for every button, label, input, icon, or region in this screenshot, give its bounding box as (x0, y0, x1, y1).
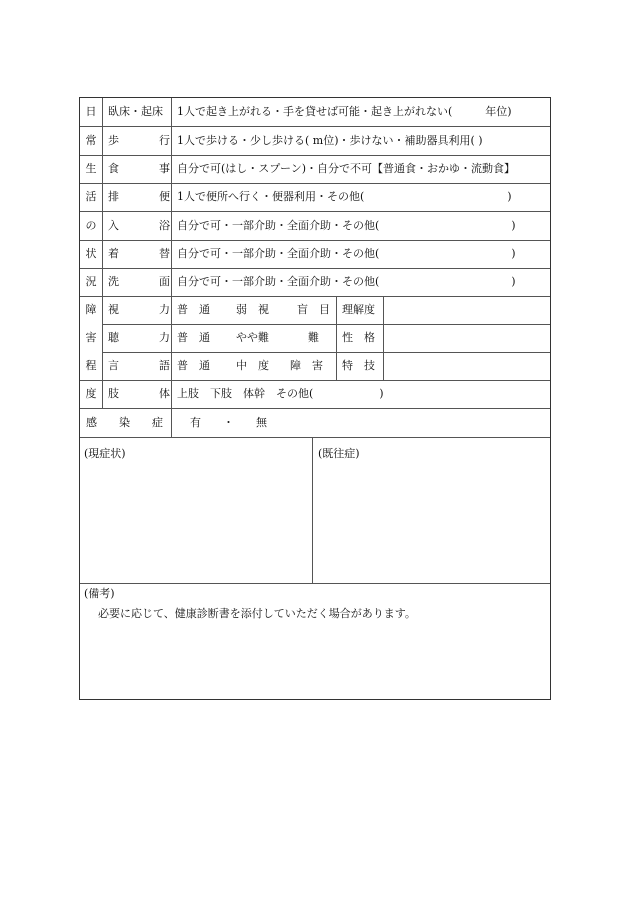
row-label-vision: 視 力 (108, 303, 170, 316)
vision-option: 弱 視 (236, 303, 269, 316)
category-char: 害 (85, 331, 97, 344)
row-value-dressing: 自分で可・一部介助・全面介助・その他( ) (177, 247, 516, 260)
row-value-body: 上肢 下肢 体幹 その他( ) (177, 387, 384, 400)
row-value-bath: 自分で可・一部介助・全面介助・その他( ) (177, 219, 516, 232)
row-value-toilet: 1人で便所へ行く・便器利用・その他( ) (177, 190, 512, 203)
row-label-speech: 言 語 (108, 359, 170, 372)
row-label-toilet: 排 便 (108, 190, 170, 203)
infection-label: 感 染 症 (86, 416, 163, 429)
row-value-walking: 1人で歩ける・少し歩ける( m位)・歩けない・補助器具利用( ) (177, 134, 483, 147)
row-label-washing: 洗 面 (108, 275, 170, 288)
side-label-personality: 性 格 (342, 331, 375, 344)
row-label-bed: 臥床・起床 (108, 105, 163, 118)
row-label-dressing: 着 替 (108, 247, 170, 260)
hearing-option: やや難 (236, 331, 269, 344)
row-label-meal: 食 事 (108, 162, 170, 175)
row-value-bed: 1人で起き上がれる・手を貸せば可能・起き上がれない( 年位) (177, 105, 512, 118)
category-char: 程 (85, 359, 97, 372)
remarks-label: (備考) (84, 587, 115, 600)
row-value-meal: 自分で可(はし・スプーン)・自分で不可【普通食・おかゆ・流動食】 (177, 162, 516, 175)
health-form-table (79, 97, 551, 700)
hearing-option: 普 通 (177, 331, 210, 344)
category-char: 状 (85, 247, 97, 260)
hearing-option: 難 (308, 331, 319, 344)
category-char: 障 (85, 303, 97, 316)
row-label-bath: 入 浴 (108, 219, 170, 232)
vision-option: 盲 目 (297, 303, 330, 316)
category-char: 度 (85, 387, 97, 400)
category-char: 況 (85, 275, 97, 288)
row-label-walking: 歩 行 (108, 134, 170, 147)
category-char: 活 (85, 190, 97, 203)
infection-value: 有 ・ 無 (190, 416, 267, 429)
row-label-body: 肢 体 (108, 387, 170, 400)
side-label-skill: 特 技 (342, 359, 375, 372)
category-char: 日 (85, 105, 97, 118)
row-value-washing: 自分で可・一部介助・全面介助・その他( ) (177, 275, 516, 288)
speech-option: 中 度 (236, 359, 269, 372)
category-char: の (85, 219, 97, 232)
category-char: 常 (85, 134, 97, 147)
speech-option: 障 害 (290, 359, 323, 372)
category-char: 生 (85, 162, 97, 175)
past-history-label: (既往症) (318, 447, 360, 460)
row-label-hearing: 聴 力 (108, 331, 170, 344)
vision-option: 普 通 (177, 303, 210, 316)
remarks-text: 必要に応じて、健康診断書を添付していただく場合があります。 (98, 607, 416, 620)
side-label-understanding: 理解度 (342, 303, 375, 316)
current-symptoms-label: (現症状) (84, 447, 126, 460)
speech-option: 普 通 (177, 359, 210, 372)
